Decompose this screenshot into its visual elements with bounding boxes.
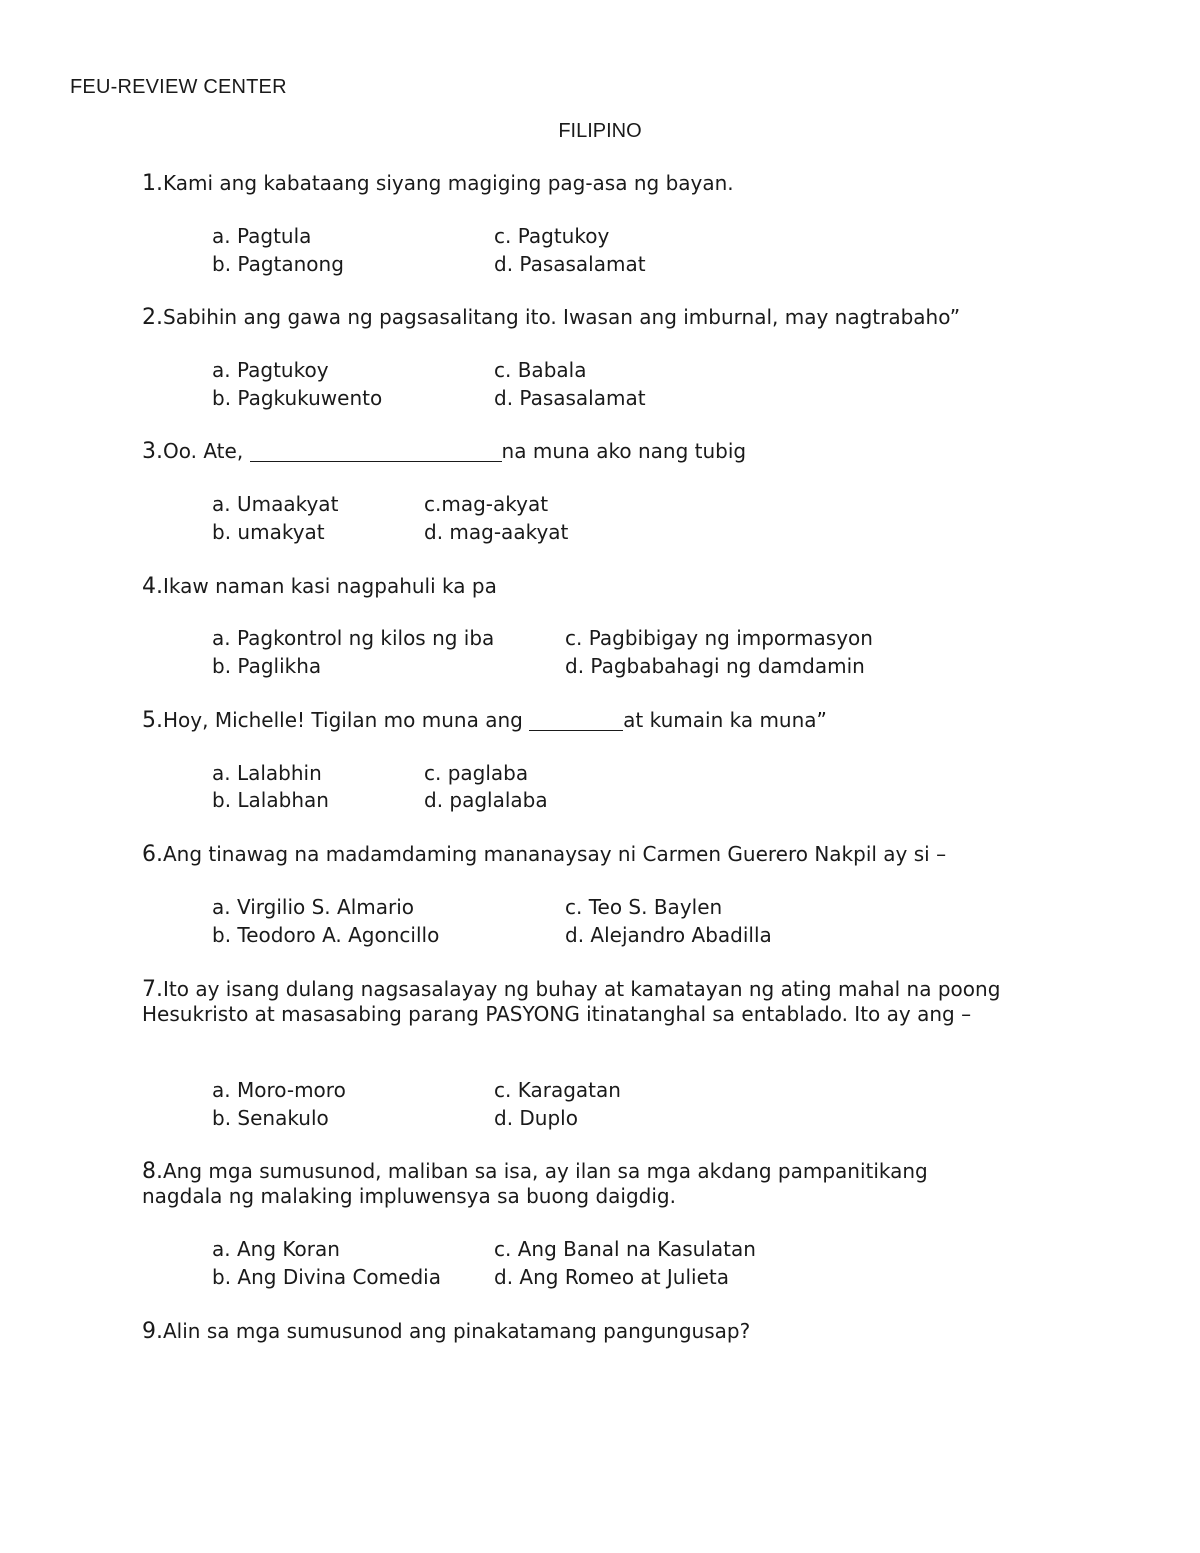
question-1 bbox=[142, 171, 1042, 196]
choice-d[interactable]: d. Pasasalamat bbox=[494, 386, 646, 410]
question-text: Sabihin ang gawa ng pagsasalitang ito. Iwasan ang imburnal, may nagtrabaho” bbox=[163, 305, 961, 329]
choice-d[interactable]: d. Duplo bbox=[494, 1106, 578, 1130]
choice-c[interactable]: c. Babala bbox=[494, 358, 587, 382]
choice-c[interactable]: c. Pagbibigay ng impormasyon bbox=[565, 626, 873, 650]
question-number: 7. bbox=[142, 977, 163, 1002]
choice-c[interactable]: c. Pagtukoy bbox=[494, 224, 610, 248]
question-text: Ito ay isang dulang nagsasalayay ng buhay at kamatayan ng ating mahal na poong Hesukristo at masasabing parang PASYONG itinatanghal sa entablado. Ito ay ang – bbox=[142, 977, 1001, 1026]
question-text: Ang tinawag na madamdaming mananaysay ni Carmen Guerero Nakpil ay si – bbox=[163, 842, 947, 866]
question-number: 4. bbox=[142, 574, 163, 599]
question-text: Alin sa mga sumusunod ang pinakatamang pangungusap? bbox=[163, 1319, 751, 1343]
choice-c[interactable]: c. Teo S. Baylen bbox=[565, 895, 723, 919]
subject-title-text: FILIPINO bbox=[558, 120, 642, 142]
question-text: Ang mga sumusunod, maliban sa isa, ay ilan sa mga akdang pampanitikang nagdala ng malaking impluwensya sa buong daigdig. bbox=[142, 1159, 928, 1208]
choice-c[interactable]: c. Karagatan bbox=[494, 1078, 621, 1102]
choice-a[interactable]: a. Virgilio S. Almario bbox=[212, 895, 415, 919]
answer-blank[interactable] bbox=[529, 712, 623, 731]
question-8 bbox=[142, 1159, 1012, 1208]
choice-c[interactable]: c.mag-akyat bbox=[424, 492, 549, 516]
choice-b[interactable]: b. Teodoro A. Agoncillo bbox=[212, 923, 440, 947]
question-4 bbox=[142, 574, 1042, 599]
question-9 bbox=[142, 1319, 1042, 1344]
question-2 bbox=[142, 305, 1042, 330]
choice-b[interactable]: b. Lalabhan bbox=[212, 788, 329, 812]
question-6 bbox=[142, 842, 1042, 867]
question-text-after: at kumain ka muna” bbox=[623, 708, 827, 732]
question-3 bbox=[142, 439, 1042, 464]
review-center-header: FEU-REVIEW CENTER bbox=[70, 76, 287, 98]
subject-title bbox=[0, 120, 1200, 143]
choice-a[interactable]: a. Ang Koran bbox=[212, 1237, 340, 1261]
choice-b[interactable]: b. Pagkukuwento bbox=[212, 386, 383, 410]
question-text: Kami ang kabataang siyang magiging pag-asa ng bayan. bbox=[163, 171, 734, 195]
choice-b[interactable]: b. umakyat bbox=[212, 520, 325, 544]
choice-a[interactable]: a. Pagtula bbox=[212, 224, 312, 248]
question-5 bbox=[142, 708, 1042, 733]
choice-a[interactable]: a. Umaakyat bbox=[212, 492, 339, 516]
choice-c[interactable]: c. paglaba bbox=[424, 761, 529, 785]
question-number: 2. bbox=[142, 305, 163, 330]
question-text: Hoy, Michelle! Tigilan mo muna ang bbox=[163, 708, 530, 732]
question-text-after: na muna ako nang tubig bbox=[501, 439, 747, 463]
question-7 bbox=[142, 977, 1032, 1026]
choice-a[interactable]: a. Moro-moro bbox=[212, 1078, 346, 1102]
question-number: 8. bbox=[142, 1159, 163, 1184]
choice-b[interactable]: b. Ang Divina Comedia bbox=[212, 1265, 441, 1289]
question-number: 1. bbox=[142, 171, 163, 196]
question-number: 3. bbox=[142, 439, 163, 464]
choice-b[interactable]: b. Paglikha bbox=[212, 654, 322, 678]
choice-a[interactable]: a. Pagtukoy bbox=[212, 358, 329, 382]
choice-d[interactable]: d. paglalaba bbox=[424, 788, 548, 812]
choice-b[interactable]: b. Senakulo bbox=[212, 1106, 329, 1130]
question-text: Oo. Ate, bbox=[163, 439, 250, 463]
choice-d[interactable]: d. Pagbabahagi ng damdamin bbox=[565, 654, 865, 678]
question-number: 6. bbox=[142, 842, 163, 867]
choice-b[interactable]: b. Pagtanong bbox=[212, 252, 344, 276]
choice-a[interactable]: a. Pagkontrol ng kilos ng iba bbox=[212, 626, 495, 650]
question-number: 5. bbox=[142, 708, 163, 733]
choice-d[interactable]: d. Ang Romeo at Julieta bbox=[494, 1265, 729, 1289]
question-text: Ikaw naman kasi nagpahuli ka pa bbox=[163, 574, 497, 598]
answer-blank[interactable] bbox=[250, 443, 502, 462]
question-number: 9. bbox=[142, 1319, 163, 1344]
choice-d[interactable]: d. Alejandro Abadilla bbox=[565, 923, 772, 947]
choice-c[interactable]: c. Ang Banal na Kasulatan bbox=[494, 1237, 756, 1261]
choice-d[interactable]: d. mag-aakyat bbox=[424, 520, 569, 544]
choice-a[interactable]: a. Lalabhin bbox=[212, 761, 322, 785]
choice-d[interactable]: d. Pasasalamat bbox=[494, 252, 646, 276]
